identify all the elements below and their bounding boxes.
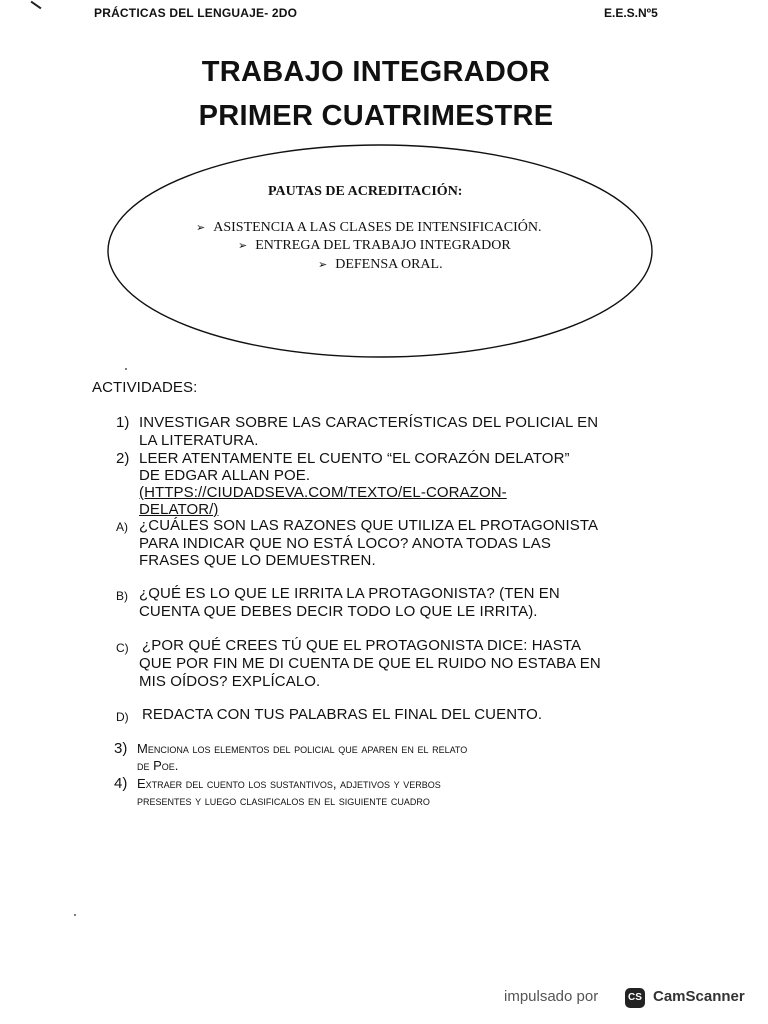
sub-item-label: A) (116, 520, 128, 534)
sub-item-text: ¿CUÁLES SON LAS RAZONES QUE UTILIZA EL PROTAGONISTA (139, 517, 599, 534)
camscanner-logo-icon: CS (625, 988, 645, 1008)
item-text: presentes y luego clasificalos en el siguiente cuadro (137, 793, 430, 808)
pautas-heading: PAUTAS DE ACREDITACIÓN: (268, 184, 463, 199)
item-text: LEER ATENTAMENTE EL CUENTO “EL CORAZÓN DELATOR” (139, 450, 570, 467)
pautas-item-text: ENTREGA DEL TRABAJO INTEGRADOR (255, 238, 511, 253)
item-number: 1) (116, 414, 130, 431)
pen-mark (31, 1, 42, 10)
item-text: INVESTIGAR SOBRE LAS CARACTERÍSTICAS DEL POLICIAL EN (139, 414, 599, 431)
item-text: de Poe. (137, 758, 179, 773)
item-number: 3) (114, 740, 128, 757)
item-text: Extraer del cuento los sustantivos, adjetivos y verbos (137, 776, 441, 791)
sub-item-text: PARA INDICAR QUE NO ESTÁ LOCO? ANOTA TODAS LAS (139, 535, 551, 552)
sub-item-label: C) (116, 641, 129, 655)
sub-item-text: CUENTA QUE DEBES DECIR TODO LO QUE LE IRRITA). (139, 603, 538, 620)
item-number: 2) (116, 450, 130, 467)
arrow-bullet-icon: ➢ (196, 222, 206, 234)
item-text: DE EDGAR ALLAN POE. (139, 467, 311, 484)
camscanner-badge (621, 985, 759, 1011)
item-text: Menciona los elementos del policial que aparen en el relato (137, 741, 468, 756)
powered-by-label: impulsado por (504, 988, 599, 1005)
title-line-2: PRIMER CUATRIMESTRE (198, 100, 554, 132)
sub-item-label: B) (116, 589, 128, 603)
school-header: E.E.S.Nº5 (604, 6, 658, 20)
pautas-item (238, 238, 511, 254)
arrow-bullet-icon: ➢ (238, 240, 248, 252)
item-text: LA LITERATURA. (139, 432, 259, 449)
sub-item-text: ¿QUÉ ES LO QUE LE IRRITA LA PROTAGONISTA? (TEN EN (139, 585, 560, 602)
sub-item-text: QUE POR FIN ME DI CUENTA DE QUE EL RUIDO NO ESTABA EN (139, 655, 601, 672)
pautas-item-text: DEFENSA ORAL. (335, 257, 443, 272)
scan-speck (125, 368, 127, 370)
sub-item-text: MIS OÍDOS? EXPLÍCALO. (139, 673, 321, 690)
title-line-1: TRABAJO INTEGRADOR (201, 56, 551, 88)
sub-item-label: D) (116, 710, 129, 724)
camscanner-name: CamScanner (653, 988, 745, 1005)
pautas-item (196, 220, 541, 236)
item-number: 4) (114, 775, 128, 792)
pautas-item-text: ASISTENCIA A LAS CLASES DE INTENSIFICACIÓN. (213, 220, 542, 235)
sub-item-text: FRASES QUE LO DEMUESTREN. (139, 552, 376, 569)
story-link[interactable]: (HTTPS://CIUDADSEVA.COM/TEXTO/EL-CORAZON- (139, 484, 507, 501)
activities-heading: ACTIVIDADES: (92, 379, 198, 396)
scan-speck (74, 914, 76, 916)
pautas-item (318, 257, 443, 273)
arrow-bullet-icon: ➢ (318, 259, 328, 271)
sub-item-text: ¿POR QUÉ CREES TÚ QUE EL PROTAGONISTA DICE: HASTA (142, 637, 582, 654)
subject-header: PRÁCTICAS DEL LENGUAJE- 2DO (94, 6, 298, 20)
story-link[interactable]: DELATOR/) (139, 501, 219, 518)
sub-item-text: REDACTA CON TUS PALABRAS EL FINAL DEL CUENTO. (142, 706, 543, 723)
